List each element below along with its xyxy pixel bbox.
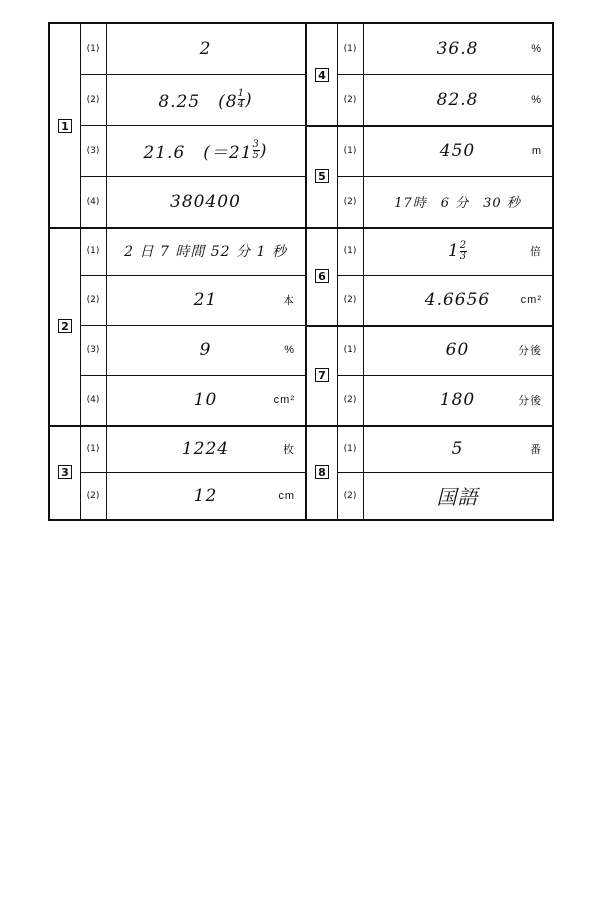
question-number: 2 [58,319,72,333]
sub-number: (4) [80,375,107,425]
question-number: 3 [58,465,72,479]
question-number: 1 [58,119,72,133]
question-number: 8 [315,465,329,479]
sub-number: (1) [337,227,364,275]
answer-text: 180 [439,390,476,410]
answer-row [80,325,305,376]
answer-text: 2 [199,39,212,59]
section-3 [50,425,305,519]
left-column [50,24,305,519]
answer-text: 2 日 7 時間 52 分 1 秒 [124,244,287,260]
answer-suffix: ) [259,140,268,161]
unit-label: cm [278,489,295,502]
fraction: $\frac{3}{5}$ [252,139,260,161]
fraction: $\frac{2}{3}$ [459,239,468,262]
answer-row [337,176,552,227]
answer-row [337,425,552,473]
section-6 [307,227,552,327]
sub-number: (2) [337,176,364,227]
right-column [307,24,552,519]
answer-row [80,375,305,425]
answer-row [337,24,552,75]
sub-number: (1) [337,125,364,176]
answer-row [337,125,552,177]
sub-number: (1) [337,24,364,74]
unit-label: % [531,43,542,55]
answer-row [80,125,305,177]
question-number: 5 [315,169,329,183]
unit-label: 分後 [518,345,542,357]
answer-row [80,425,305,473]
answer-row [80,275,305,326]
answer-text: 9 [199,340,212,360]
unit-label: m [531,144,542,157]
section-7 [307,325,552,427]
sub-number: (1) [337,425,364,472]
sub-number: (1) [337,325,364,375]
answer-text: 380400 [170,191,241,212]
section-1 [50,24,305,229]
answer-text: 60 [445,340,470,360]
answer-text: 17時 6 分 30 秒 [394,196,521,211]
answer-text: 12 [193,485,218,506]
answer-row [80,227,305,276]
sub-number: (2) [337,375,364,425]
answer-text: 5 [451,438,464,459]
question-number: 7 [315,368,329,382]
section-5 [307,125,552,229]
answer-row [337,227,552,276]
sub-number: (1) [80,227,107,275]
answer-row [80,176,305,227]
answer-text: 国語 [436,485,479,509]
sub-number: (2) [80,74,107,125]
sub-number: (2) [337,74,364,125]
answer-text: 82.8 [436,89,479,110]
answer-text: 36.8 [436,39,479,59]
unit-label: cm² [520,294,542,306]
sub-number: (3) [80,325,107,375]
answer-text: 450 [439,140,476,161]
section-4 [307,24,552,127]
answer-row [80,472,305,519]
unit-label: 本 [283,295,295,307]
sub-number: (2) [80,472,107,519]
unit-label: % [531,93,542,106]
sub-number: (1) [80,425,107,472]
section-8 [307,425,552,519]
answer-sheet [48,22,554,521]
answer-row [337,375,552,425]
answer-text: 21.6 (＝21 [143,143,253,163]
fraction: $\frac{1}{4}$ [237,88,246,110]
sub-number: (2) [80,275,107,325]
unit-label: cm² [273,394,295,406]
answer-row [80,74,305,126]
answer-text: 4.6656 [424,290,491,310]
sub-number: (2) [337,275,364,325]
answer-row [337,325,552,376]
sub-number: (1) [80,24,107,74]
unit-label: % [284,344,295,356]
answer-row [80,24,305,75]
answer-row [337,74,552,125]
sub-number: (2) [337,472,364,519]
answer-text: 21 [193,290,218,310]
answer-text: 1224 [181,438,230,459]
unit-label: 倍 [530,246,542,258]
sub-number: (3) [80,125,107,176]
question-number: 4 [315,68,329,82]
answer-row [337,472,552,519]
answer-text: 10 [193,390,218,410]
answer-text: 8.25 (8 [158,92,238,112]
unit-label: 分後 [518,395,542,407]
question-number: 6 [315,269,329,283]
sub-number: (4) [80,176,107,227]
unit-label: 枚 [283,443,295,456]
section-2 [50,227,305,427]
unit-label: 番 [530,443,542,456]
answer-suffix: ) [245,89,253,110]
answer-row [337,275,552,325]
answer-text: 1 [447,241,460,261]
